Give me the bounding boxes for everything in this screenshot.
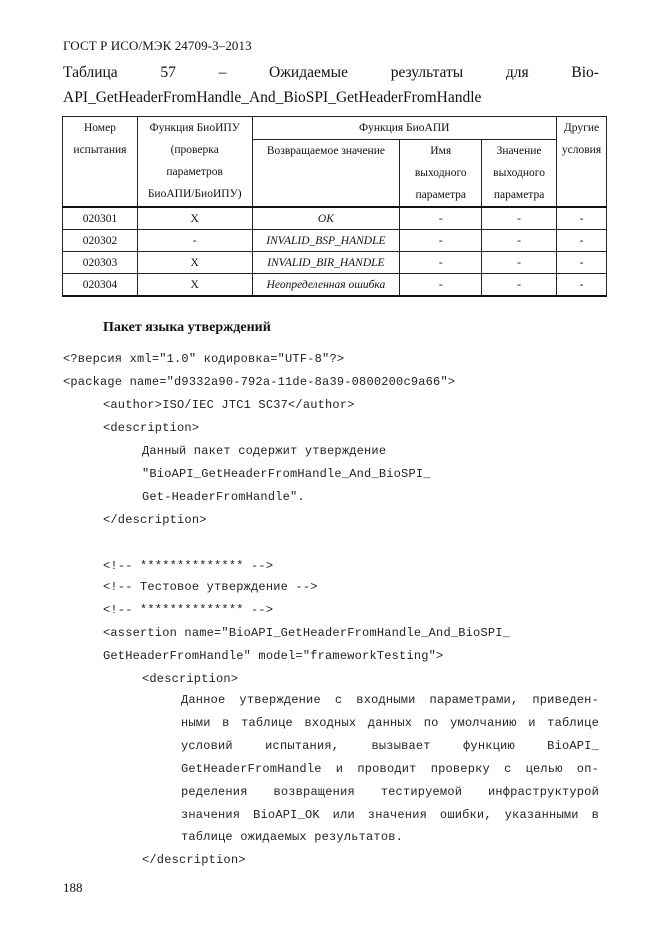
cell-number: 020302	[63, 230, 138, 252]
standard-header: ГОСТ Р ИСО/МЭК 24709-3–2013	[63, 38, 252, 53]
expected-results-table	[62, 116, 607, 297]
code-paragraph-line: условий испытания, вызывает функцию BioAPI_	[181, 739, 599, 753]
code-author: <author>ISO/IEC JTC1 SC37</author>	[103, 398, 355, 412]
header-return-value: Возвращаемое значение	[252, 140, 400, 208]
table-row	[63, 207, 607, 230]
caption-word: –	[218, 64, 227, 81]
cell-output-value: -	[482, 207, 557, 230]
cell-number: 020301	[63, 207, 138, 230]
caption-word: Таблица	[63, 64, 118, 81]
cell-output-value: -	[482, 274, 557, 297]
table-row	[63, 274, 607, 297]
cell-output-value: -	[482, 252, 557, 274]
code-package-open: <package name="d9332a90-792a-11de-8a39-0800200c9a66">	[63, 375, 456, 389]
header-output-name: Имя выходного параметра	[400, 140, 482, 208]
code-comment: <!-- Тестовое утверждение -->	[103, 580, 318, 594]
cell-output-name: -	[400, 230, 482, 252]
caption-word: Bio-	[571, 64, 599, 81]
cell-other: -	[557, 274, 607, 297]
section-title: Пакет языка утверждений	[103, 320, 271, 335]
table-caption-continuation: API_GetHeaderFromHandle_And_BioSPI_GetHeaderFromHandle	[63, 89, 482, 106]
cell-other: -	[557, 230, 607, 252]
code-inner-description-close: </description>	[142, 853, 246, 867]
code-assertion-open: <assertion name="BioAPI_GetHeaderFromHandle_And_BioSPI_	[103, 626, 511, 640]
code-assertion-open: GetHeaderFromHandle" model="frameworkTesting">	[103, 649, 444, 663]
caption-word: 57	[160, 64, 176, 81]
code-description-close: </description>	[103, 513, 207, 527]
code-description-text: Данный пакет содержит утверждение	[142, 444, 387, 458]
cell-return-value: OK	[252, 207, 400, 230]
cell-bioipu: X	[137, 274, 252, 297]
code-description-text: "BioAPI_GetHeaderFromHandle_And_BioSPI_	[142, 467, 431, 481]
cell-return-value: INVALID_BIR_HANDLE	[252, 252, 400, 274]
cell-number: 020304	[63, 274, 138, 297]
code-paragraph-line: Данное утверждение с входными параметрами, приведен-	[181, 693, 599, 707]
code-xml-declaration: <?версия xml="1.0" кодировка="UTF-8"?>	[63, 352, 345, 366]
code-description-text: Get-HeaderFromHandle".	[142, 490, 305, 504]
table-caption	[63, 64, 599, 82]
cell-number: 020303	[63, 252, 138, 274]
code-description-open: <description>	[103, 421, 200, 435]
code-paragraph-line: ределения возвращения тестируемой инфраструктурой	[181, 785, 599, 799]
code-inner-description-open: <description>	[142, 672, 239, 686]
code-comment: <!-- ************** -->	[103, 559, 274, 573]
header-test-number: Номер испытания	[63, 117, 138, 208]
code-paragraph-line: ными в таблице входных данных по умолчанию и таблице	[181, 716, 599, 730]
code-paragraph-line: таблице ожидаемых результатов.	[181, 830, 404, 844]
code-paragraph-line: GetHeaderFromHandle и проводит проверку с целью оп-	[181, 762, 599, 776]
cell-output-name: -	[400, 274, 482, 297]
cell-other: -	[557, 252, 607, 274]
cell-output-value: -	[482, 230, 557, 252]
cell-output-name: -	[400, 207, 482, 230]
caption-word: Ожидаемые	[269, 64, 348, 81]
code-paragraph-line: значения BioAPI_OK или значения ошибки, указанными в	[181, 808, 599, 822]
cell-return-value: Неопределенная ошибка	[252, 274, 400, 297]
cell-other: -	[557, 207, 607, 230]
cell-bioipu: X	[137, 252, 252, 274]
caption-word: результаты	[390, 64, 464, 81]
table-row	[63, 230, 607, 252]
page-number: 188	[63, 880, 83, 895]
header-output-value: Значение выходного параметра	[482, 140, 557, 208]
table-row	[63, 252, 607, 274]
cell-return-value: INVALID_BSP_HANDLE	[252, 230, 400, 252]
caption-word: для	[505, 64, 529, 81]
header-other-conditions: Другие условия	[557, 117, 607, 208]
cell-output-name: -	[400, 252, 482, 274]
code-comment: <!-- ************** -->	[103, 603, 274, 617]
cell-bioipu: X	[137, 207, 252, 230]
cell-bioipu: -	[137, 230, 252, 252]
header-bioapi-function: Функция БиоАПИ	[252, 117, 557, 140]
header-bioipu-function: Функция БиоИПУ (проверка параметров БиоАПИ/БиоИПУ)	[137, 117, 252, 208]
